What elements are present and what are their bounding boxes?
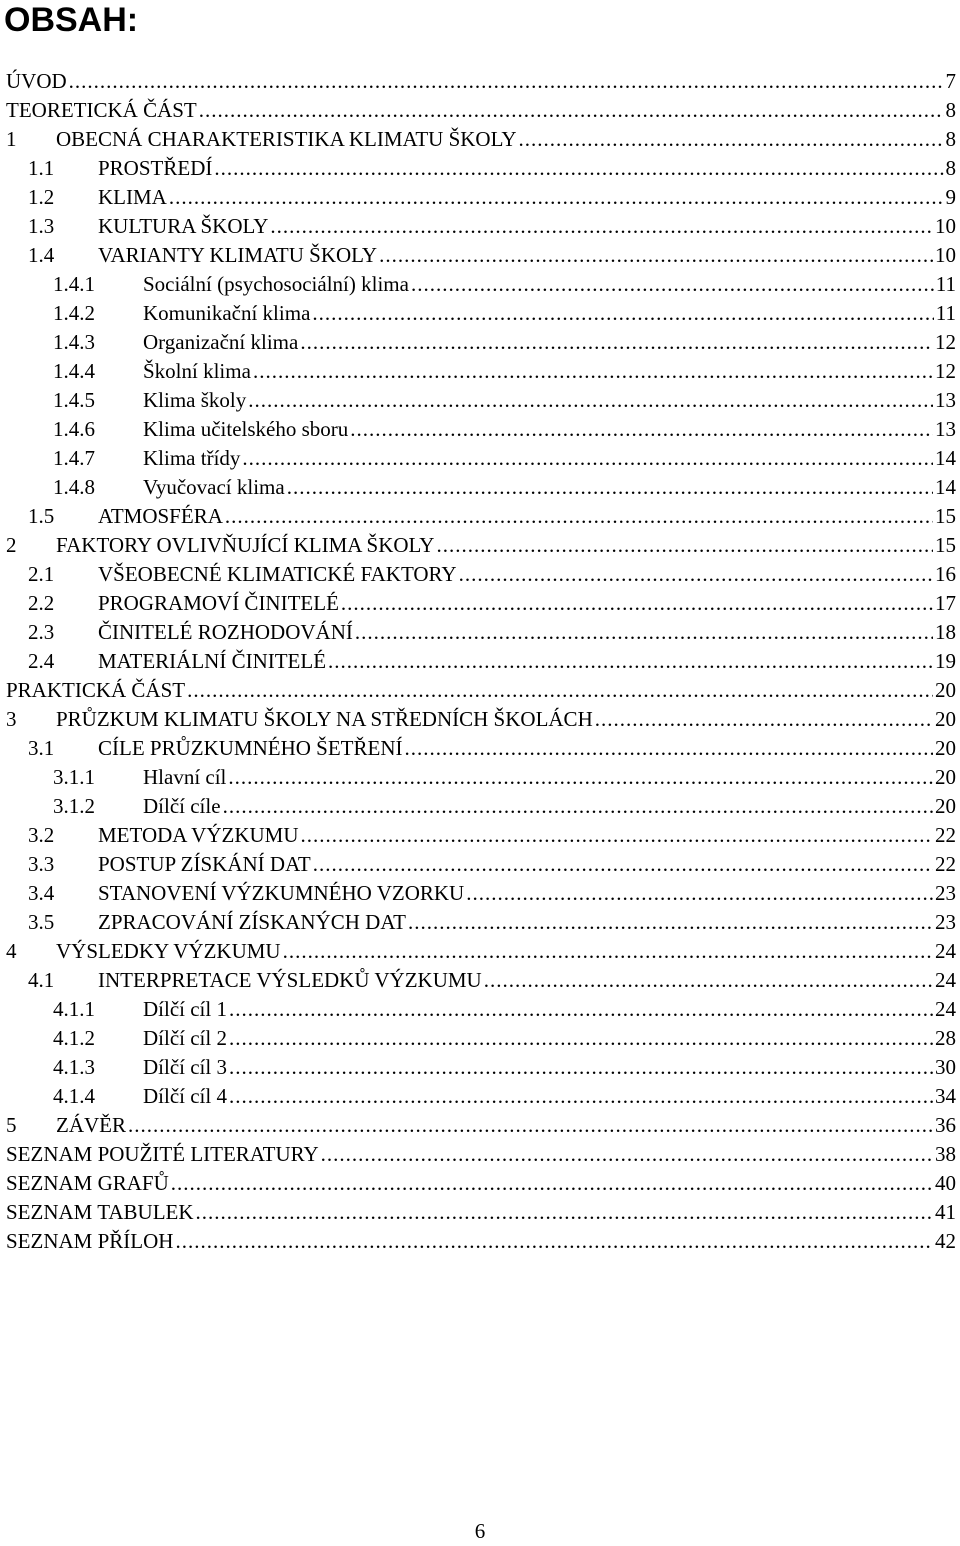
toc-entry-page: 12 bbox=[935, 357, 960, 386]
toc-entry-title: Klima třídy bbox=[143, 444, 240, 473]
toc-entry-page: 42 bbox=[935, 1227, 960, 1256]
dot-leader bbox=[171, 1169, 933, 1198]
toc-entry[interactable] bbox=[6, 995, 960, 1024]
dot-leader bbox=[350, 415, 933, 444]
toc-entry[interactable] bbox=[6, 357, 960, 386]
dot-leader bbox=[328, 647, 933, 676]
toc-entry-number: 2.1 bbox=[28, 560, 98, 589]
toc-entry[interactable] bbox=[6, 183, 960, 212]
toc-entry-number: 3.1.2 bbox=[53, 792, 143, 821]
toc-entry[interactable] bbox=[6, 676, 960, 705]
dot-leader bbox=[169, 183, 944, 212]
dot-leader bbox=[229, 995, 933, 1024]
toc-entry-page: 23 bbox=[935, 908, 960, 937]
toc-entry-title: Klima učitelského sboru bbox=[143, 415, 348, 444]
dot-leader bbox=[408, 908, 933, 937]
toc-entry[interactable] bbox=[6, 763, 960, 792]
toc-entry-title: KLIMA bbox=[98, 183, 167, 212]
toc-entry-page: 15 bbox=[935, 531, 960, 560]
toc-entry-number: 4.1.3 bbox=[53, 1053, 143, 1082]
table-of-contents bbox=[6, 67, 960, 1256]
toc-entry-page: 14 bbox=[935, 444, 960, 473]
toc-entry-page: 7 bbox=[946, 67, 960, 96]
toc-entry-page: 20 bbox=[935, 763, 960, 792]
toc-entry-title: SEZNAM PŘÍLOH bbox=[6, 1227, 173, 1256]
toc-entry-page: 15 bbox=[935, 502, 960, 531]
dot-leader bbox=[300, 328, 933, 357]
toc-entry-number: 3.2 bbox=[28, 821, 98, 850]
toc-entry-number: 1.4.5 bbox=[53, 386, 143, 415]
toc-entry-title: INTERPRETACE VÝSLEDKŮ VÝZKUMU bbox=[98, 966, 482, 995]
toc-entry-number: 1.4.6 bbox=[53, 415, 143, 444]
toc-entry[interactable] bbox=[6, 444, 960, 473]
toc-entry-page: 8 bbox=[946, 96, 960, 125]
dot-leader bbox=[223, 792, 933, 821]
toc-entry-page: 24 bbox=[935, 966, 960, 995]
toc-entry-number: 5 bbox=[6, 1111, 56, 1140]
toc-entry-title: Dílčí cíl 2 bbox=[143, 1024, 227, 1053]
dot-leader bbox=[228, 763, 933, 792]
toc-entry-number: 4.1.4 bbox=[53, 1082, 143, 1111]
toc-entry-title: PRŮZKUM KLIMATU ŠKOLY NA STŘEDNÍCH ŠKOLÁCH bbox=[56, 705, 593, 734]
dot-leader bbox=[459, 560, 933, 589]
toc-entry-page: 13 bbox=[935, 386, 960, 415]
toc-entry-title: FAKTORY OVLIVŇUJÍCÍ KLIMA ŠKOLY bbox=[56, 531, 434, 560]
toc-entry-page: 23 bbox=[935, 879, 960, 908]
toc-entry-number: 2.2 bbox=[28, 589, 98, 618]
toc-entry-page: 20 bbox=[935, 792, 960, 821]
toc-entry[interactable] bbox=[6, 1053, 960, 1082]
toc-entry-number: 4.1 bbox=[28, 966, 98, 995]
dot-leader bbox=[300, 821, 933, 850]
toc-entry-number: 1.5 bbox=[28, 502, 98, 531]
toc-entry-title: SEZNAM GRAFŮ bbox=[6, 1169, 169, 1198]
toc-entry-page: 8 bbox=[946, 125, 960, 154]
page-title: OBSAH: bbox=[4, 0, 138, 40]
toc-entry-number: 1.4.3 bbox=[53, 328, 143, 357]
toc-entry-page: 13 bbox=[935, 415, 960, 444]
toc-entry[interactable] bbox=[6, 241, 960, 270]
toc-entry-page: 40 bbox=[935, 1169, 960, 1198]
toc-entry-page: 9 bbox=[946, 183, 960, 212]
toc-entry-page: 24 bbox=[935, 995, 960, 1024]
toc-entry-number: 3.1.1 bbox=[53, 763, 143, 792]
toc-entry[interactable] bbox=[6, 821, 960, 850]
toc-entry-page: 30 bbox=[935, 1053, 960, 1082]
toc-entry[interactable] bbox=[6, 473, 960, 502]
toc-entry[interactable] bbox=[6, 386, 960, 415]
toc-entry-number: 2.3 bbox=[28, 618, 98, 647]
toc-entry-title: Klima školy bbox=[143, 386, 246, 415]
dot-leader bbox=[248, 386, 933, 415]
dot-leader bbox=[229, 1053, 933, 1082]
toc-entry[interactable] bbox=[6, 270, 960, 299]
dot-leader bbox=[405, 734, 934, 763]
toc-entry-page: 20 bbox=[935, 734, 960, 763]
toc-entry-page: 28 bbox=[935, 1024, 960, 1053]
dot-leader bbox=[484, 966, 933, 995]
toc-entry-page: 11 bbox=[936, 270, 960, 299]
toc-entry-title: Dílčí cíl 1 bbox=[143, 995, 227, 1024]
dot-leader bbox=[321, 1140, 933, 1169]
dot-leader bbox=[436, 531, 933, 560]
toc-entry-title: VARIANTY KLIMATU ŠKOLY bbox=[98, 241, 377, 270]
toc-entry[interactable] bbox=[6, 879, 960, 908]
dot-leader bbox=[287, 473, 933, 502]
dot-leader bbox=[341, 589, 933, 618]
toc-entry[interactable] bbox=[6, 560, 960, 589]
toc-entry-page: 20 bbox=[935, 705, 960, 734]
toc-entry-title: PROGRAMOVÍ ČINITELÉ bbox=[98, 589, 339, 618]
toc-entry[interactable] bbox=[6, 1111, 960, 1140]
toc-entry-page: 41 bbox=[935, 1198, 960, 1227]
toc-entry-page: 10 bbox=[935, 241, 960, 270]
toc-entry[interactable] bbox=[6, 502, 960, 531]
toc-entry[interactable] bbox=[6, 850, 960, 879]
toc-entry-title: VŠEOBECNÉ KLIMATICKÉ FAKTORY bbox=[98, 560, 457, 589]
toc-entry-title: Sociální (psychosociální) klima bbox=[143, 270, 409, 299]
toc-entry-page: 36 bbox=[935, 1111, 960, 1140]
toc-entry[interactable] bbox=[6, 1140, 960, 1169]
dot-leader bbox=[379, 241, 933, 270]
toc-entry-title: SEZNAM POUŽITÉ LITERATURY bbox=[6, 1140, 319, 1169]
toc-entry-title: ZÁVĚR bbox=[56, 1111, 126, 1140]
toc-entry-title: ZPRACOVÁNÍ ZÍSKANÝCH DAT bbox=[98, 908, 406, 937]
toc-entry-title: Organizační klima bbox=[143, 328, 298, 357]
toc-entry-title: Dílčí cíle bbox=[143, 792, 221, 821]
toc-entry-title: KULTURA ŠKOLY bbox=[98, 212, 268, 241]
toc-entry-page: 16 bbox=[935, 560, 960, 589]
toc-entry-number: 1.3 bbox=[28, 212, 98, 241]
toc-entry-title: VÝSLEDKY VÝZKUMU bbox=[56, 937, 281, 966]
toc-entry-number: 4 bbox=[6, 937, 56, 966]
toc-entry-number: 1.4 bbox=[28, 241, 98, 270]
toc-entry-page: 10 bbox=[935, 212, 960, 241]
dot-leader bbox=[466, 879, 933, 908]
toc-entry-number: 2 bbox=[6, 531, 56, 560]
toc-entry-title: ČINITELÉ ROZHODOVÁNÍ bbox=[98, 618, 353, 647]
toc-entry-title: OBECNÁ CHARAKTERISTIKA KLIMATU ŠKOLY bbox=[56, 125, 516, 154]
dot-leader bbox=[225, 502, 933, 531]
toc-entry[interactable] bbox=[6, 67, 960, 96]
toc-entry[interactable] bbox=[6, 908, 960, 937]
toc-entry-number: 1.1 bbox=[28, 154, 98, 183]
toc-entry-page: 8 bbox=[946, 154, 960, 183]
toc-entry[interactable] bbox=[6, 647, 960, 676]
toc-entry-number: 3 bbox=[6, 705, 56, 734]
toc-entry-title: Dílčí cíl 3 bbox=[143, 1053, 227, 1082]
toc-entry-title: Komunikační klima bbox=[143, 299, 310, 328]
toc-entry-title: POSTUP ZÍSKÁNÍ DAT bbox=[98, 850, 311, 879]
toc-entry-page: 22 bbox=[935, 850, 960, 879]
toc-entry-page: 20 bbox=[935, 676, 960, 705]
dot-leader bbox=[214, 154, 943, 183]
toc-entry[interactable] bbox=[6, 966, 960, 995]
dot-leader bbox=[229, 1024, 933, 1053]
toc-entry-number: 4.1.1 bbox=[53, 995, 143, 1024]
toc-entry-title: METODA VÝZKUMU bbox=[98, 821, 298, 850]
toc-entry[interactable] bbox=[6, 734, 960, 763]
toc-entry-number: 3.1 bbox=[28, 734, 98, 763]
toc-entry-number: 1.2 bbox=[28, 183, 98, 212]
toc-entry[interactable] bbox=[6, 154, 960, 183]
toc-entry[interactable] bbox=[6, 299, 960, 328]
toc-entry-number: 3.5 bbox=[28, 908, 98, 937]
toc-entry-title: MATERIÁLNÍ ČINITELÉ bbox=[98, 647, 326, 676]
toc-entry-title: SEZNAM TABULEK bbox=[6, 1198, 194, 1227]
toc-entry[interactable] bbox=[6, 125, 960, 154]
toc-entry[interactable] bbox=[6, 415, 960, 444]
dot-leader bbox=[175, 1227, 933, 1256]
toc-entry-page: 17 bbox=[935, 589, 960, 618]
toc-entry-title: Školní klima bbox=[143, 357, 251, 386]
toc-entry-number: 1.4.4 bbox=[53, 357, 143, 386]
toc-entry-number: 3.3 bbox=[28, 850, 98, 879]
dot-leader bbox=[253, 357, 933, 386]
dot-leader bbox=[196, 1198, 933, 1227]
toc-entry-title: Dílčí cíl 4 bbox=[143, 1082, 227, 1111]
toc-entry-page: 34 bbox=[935, 1082, 960, 1111]
toc-entry[interactable] bbox=[6, 792, 960, 821]
toc-entry-title: Vyučovací klima bbox=[143, 473, 285, 502]
toc-entry-title: Hlavní cíl bbox=[143, 763, 226, 792]
toc-entry[interactable] bbox=[6, 589, 960, 618]
dot-leader bbox=[199, 96, 944, 125]
dot-leader bbox=[313, 850, 933, 879]
toc-entry-page: 14 bbox=[935, 473, 960, 502]
toc-entry-page: 19 bbox=[935, 647, 960, 676]
toc-entry[interactable] bbox=[6, 618, 960, 647]
dot-leader bbox=[270, 212, 933, 241]
dot-leader bbox=[128, 1111, 933, 1140]
toc-entry-number: 4.1.2 bbox=[53, 1024, 143, 1053]
toc-entry-number: 3.4 bbox=[28, 879, 98, 908]
toc-entry[interactable] bbox=[6, 937, 960, 966]
toc-entry-page: 24 bbox=[935, 937, 960, 966]
toc-entry-title: STANOVENÍ VÝZKUMNÉHO VZORKU bbox=[98, 879, 464, 908]
dot-leader bbox=[595, 705, 933, 734]
toc-entry[interactable] bbox=[6, 705, 960, 734]
toc-entry-title: ÚVOD bbox=[6, 67, 67, 96]
toc-entry-number: 1.4.2 bbox=[53, 299, 143, 328]
dot-leader bbox=[312, 299, 933, 328]
toc-entry[interactable] bbox=[6, 1082, 960, 1111]
toc-entry-number: 2.4 bbox=[28, 647, 98, 676]
toc-entry-page: 12 bbox=[935, 328, 960, 357]
dot-leader bbox=[283, 937, 933, 966]
toc-entry-title: ATMOSFÉRA bbox=[98, 502, 223, 531]
toc-entry-title: PROSTŘEDÍ bbox=[98, 154, 212, 183]
dot-leader bbox=[229, 1082, 933, 1111]
toc-entry-title: PRAKTICKÁ ČÁST bbox=[6, 676, 185, 705]
toc-entry[interactable] bbox=[6, 1024, 960, 1053]
toc-entry[interactable] bbox=[6, 1169, 960, 1198]
toc-entry-page: 22 bbox=[935, 821, 960, 850]
toc-entry[interactable] bbox=[6, 531, 960, 560]
dot-leader bbox=[187, 676, 933, 705]
toc-entry[interactable] bbox=[6, 1198, 960, 1227]
toc-entry[interactable] bbox=[6, 328, 960, 357]
toc-entry-number: 1.4.7 bbox=[53, 444, 143, 473]
page-number: 6 bbox=[0, 1517, 960, 1546]
toc-entry-number: 1 bbox=[6, 125, 56, 154]
toc-entry-title: CÍLE PRŮZKUMNÉHO ŠETŘENÍ bbox=[98, 734, 403, 763]
toc-entry-number: 1.4.1 bbox=[53, 270, 143, 299]
toc-entry-number: 1.4.8 bbox=[53, 473, 143, 502]
dot-leader bbox=[518, 125, 943, 154]
dot-leader bbox=[411, 270, 934, 299]
toc-entry[interactable] bbox=[6, 96, 960, 125]
toc-entry-title: TEORETICKÁ ČÁST bbox=[6, 96, 197, 125]
toc-entry-page: 18 bbox=[935, 618, 960, 647]
toc-entry-page: 38 bbox=[935, 1140, 960, 1169]
toc-entry[interactable] bbox=[6, 212, 960, 241]
dot-leader bbox=[69, 67, 944, 96]
toc-entry-page: 11 bbox=[936, 299, 960, 328]
toc-entry[interactable] bbox=[6, 1227, 960, 1256]
dot-leader bbox=[355, 618, 933, 647]
dot-leader bbox=[242, 444, 933, 473]
